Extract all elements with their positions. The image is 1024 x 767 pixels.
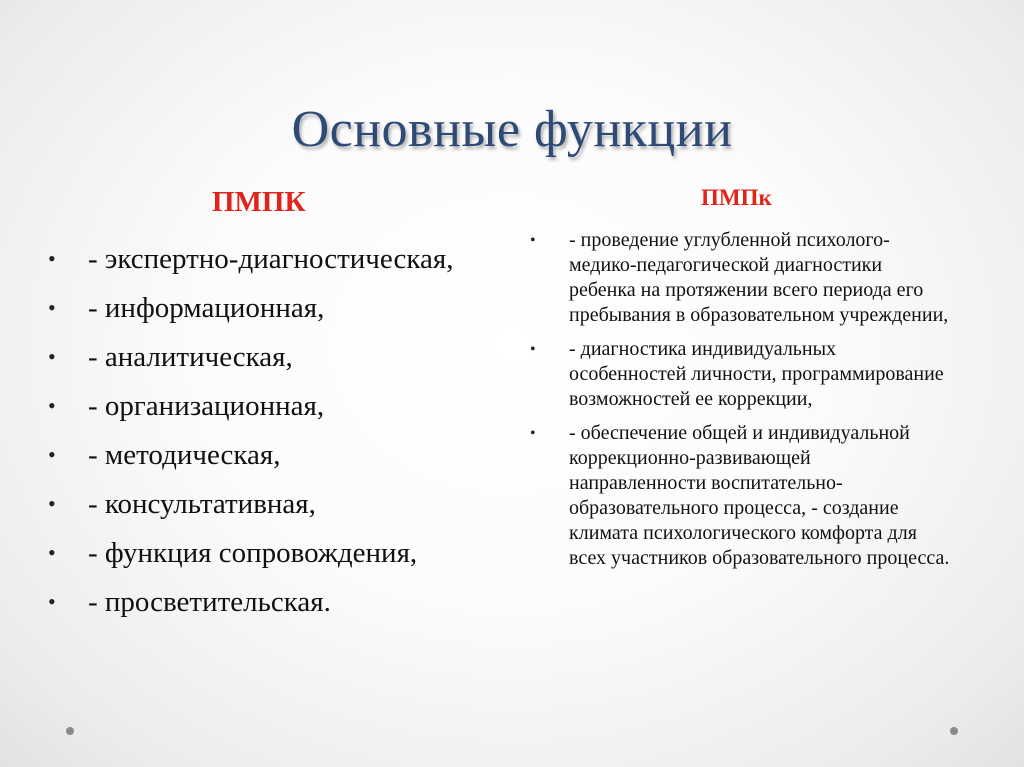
bullet-icon: • <box>48 295 56 320</box>
list-item-text: - экспертно-диагностическая, <box>88 243 454 275</box>
list-item-text: - проведение углубленной психолого-медико-педагогической диагностики ребенка на протяжении всего периода его пребывания в образовательном учреждении, <box>569 229 949 326</box>
left-column-heading: ПМПК <box>212 186 306 218</box>
list-item <box>48 532 488 574</box>
left-column-list <box>48 238 488 630</box>
list-item-text: - методическая, <box>88 439 281 471</box>
list-item <box>48 336 488 378</box>
bullet-icon: • <box>48 393 56 418</box>
list-item-text: - консультативная, <box>88 488 316 520</box>
right-column-heading: ПМПк <box>701 185 772 210</box>
list-item <box>530 421 950 571</box>
list-item <box>530 228 950 328</box>
list-item <box>48 385 488 427</box>
list-item <box>48 434 488 476</box>
list-item-text: - организационная, <box>88 390 325 422</box>
list-item-text: - аналитическая, <box>88 341 293 373</box>
list-item-text: - просветительская. <box>88 586 331 618</box>
list-item-text: - обеспечение общей и индивидуальной коррекционно-развивающей направленности воспитательно-образовательного процесса, - создание климата психологического комфорта для всех участников образовательного процесса. <box>569 422 950 569</box>
bullet-icon: • <box>530 425 536 442</box>
list-item <box>48 287 488 329</box>
list-item <box>530 337 950 412</box>
slide-title: Основные функции <box>291 101 733 158</box>
right-column-list <box>530 228 950 580</box>
bullet-icon: • <box>530 341 536 358</box>
list-item <box>48 238 488 280</box>
bullet-icon: • <box>48 442 56 467</box>
bullet-icon: • <box>48 589 56 614</box>
list-item-text: - информационная, <box>88 292 325 324</box>
corner-dot-decoration <box>66 727 74 735</box>
list-item <box>48 483 488 525</box>
bullet-icon: • <box>48 540 56 565</box>
list-item <box>48 581 488 623</box>
corner-dot-decoration <box>950 727 958 735</box>
bullet-icon: • <box>48 246 56 271</box>
bullet-icon: • <box>48 344 56 369</box>
bullet-icon: • <box>48 491 56 516</box>
list-item-text: - диагностика индивидуальных особенностей личности, программирование возможностей ее коррекции, <box>569 338 944 410</box>
list-item-text: - функция сопровождения, <box>88 537 418 569</box>
bullet-icon: • <box>530 232 536 249</box>
